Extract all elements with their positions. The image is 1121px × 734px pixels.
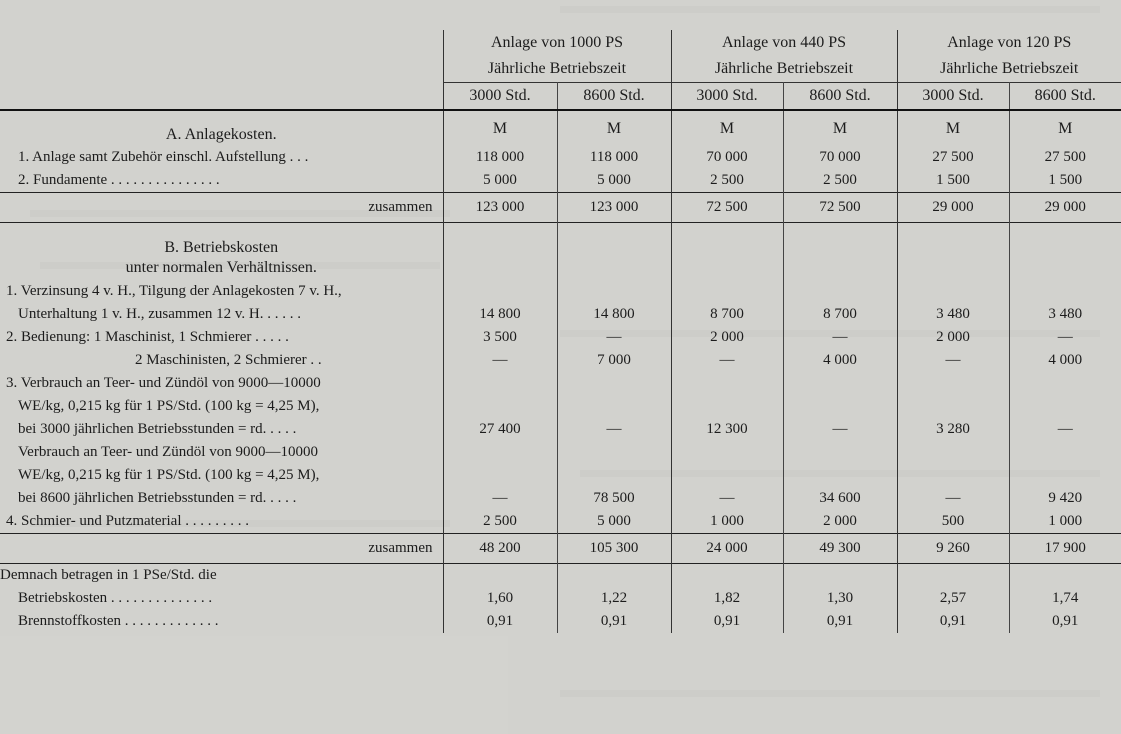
row-label: Betriebskosten . . . . . . . . . . . . . .: [0, 587, 443, 610]
group-header: Anlage von 1000 PS: [443, 30, 671, 56]
cell-value: 72 500: [783, 193, 897, 223]
row-label: Unterhaltung 1 v. H., zusammen 12 v. H. . . . . .: [0, 303, 443, 326]
table-row: [0, 441, 1121, 464]
cell-value: 1,74: [1052, 589, 1079, 606]
row-label: WE/kg, 0,215 kg für 1 PS/Std. (100 kg = 4,25 M),: [0, 464, 443, 487]
cell-value: —: [1057, 420, 1073, 437]
summary-intro: Demnach betragen in 1 PSe/Std. die: [0, 563, 443, 587]
hours-header: 8600 Std.: [557, 83, 671, 111]
cell-value: 105 300: [557, 533, 671, 563]
row-label: 2. Fundamente . . . . . . . . . . . . . . .: [0, 169, 443, 193]
group-header: Anlage von 120 PS: [947, 34, 1072, 51]
cell-value: 12 300: [671, 418, 783, 441]
cell-value: —: [443, 487, 557, 510]
section-subtitle: unter normalen Verhältnissen.: [0, 257, 443, 280]
currency-unit: M: [1009, 110, 1121, 146]
row-label: 2 Maschinisten, 2 Schmierer . .: [0, 349, 443, 372]
cell-value: 34 600: [783, 487, 897, 510]
table-row: [0, 487, 1121, 510]
cell-value: —: [1057, 328, 1073, 345]
cell-value: —: [671, 487, 783, 510]
table-row: [0, 395, 1121, 418]
table-row: [0, 326, 1121, 349]
cell-value: 1,30: [783, 587, 897, 610]
cell-value: —: [783, 418, 897, 441]
table-row: [0, 146, 1121, 169]
cell-value: 4 000: [1048, 351, 1083, 368]
row-label: WE/kg, 0,215 kg für 1 PS/Std. (100 kg = 4,25 M),: [0, 395, 443, 418]
cell-value: 9 420: [1048, 489, 1083, 506]
table-row: [0, 610, 1121, 633]
cell-value: —: [897, 349, 1009, 372]
cell-value: 9 260: [897, 533, 1009, 563]
row-label: 1. Anlage samt Zubehör einschl. Aufstellung . . .: [0, 146, 443, 169]
row-label: Verbrauch an Teer- und Zündöl von 9000—10000: [0, 441, 443, 464]
total-label: zusammen: [0, 533, 443, 563]
cell-value: 2 000: [783, 510, 897, 534]
cell-value: 29 000: [897, 193, 1009, 223]
cell-value: 3 500: [443, 326, 557, 349]
table-row: [0, 510, 1121, 534]
cell-value: 14 800: [443, 303, 557, 326]
cell-value: 5 000: [443, 169, 557, 193]
cell-value: 0,91: [671, 610, 783, 633]
subheader: Jährliche Betriebszeit: [443, 56, 671, 83]
table-row: [0, 349, 1121, 372]
row-label: bei 3000 jährlichen Betriebsstunden = rd. . . . .: [0, 418, 443, 441]
cell-value: 1,22: [557, 587, 671, 610]
section-title: B. Betriebskosten: [0, 223, 443, 257]
cell-value: 14 800: [557, 303, 671, 326]
cell-value: 27 400: [443, 418, 557, 441]
cell-value: 1 000: [1048, 512, 1083, 529]
hours-header: 8600 Std.: [783, 83, 897, 111]
cell-value: 70 000: [671, 146, 783, 169]
hours-header: 3000 Std.: [897, 83, 1009, 111]
cell-value: 29 000: [1009, 193, 1121, 223]
cell-value: 0,91: [1052, 612, 1079, 629]
table-row: [0, 418, 1121, 441]
total-label: zusammen: [0, 193, 443, 223]
cell-value: 3 480: [897, 303, 1009, 326]
cell-value: 123 000: [443, 193, 557, 223]
cell-value: 8 700: [783, 303, 897, 326]
cell-value: 5 000: [557, 510, 671, 534]
cell-value: 72 500: [671, 193, 783, 223]
section-b-subtitle-row: [0, 257, 1121, 280]
header-hours-row: [0, 83, 1121, 111]
header-group-row: [0, 30, 1121, 56]
group-header: Anlage von 440 PS: [671, 30, 897, 56]
table-row: [0, 169, 1121, 193]
summary-intro-row: [0, 563, 1121, 587]
hours-header: 3000 Std.: [671, 83, 783, 111]
cell-value: 49 300: [783, 533, 897, 563]
total-row: [0, 533, 1121, 563]
cell-value: 123 000: [557, 193, 671, 223]
cell-value: —: [557, 326, 671, 349]
table-row: [0, 587, 1121, 610]
cell-value: 24 000: [671, 533, 783, 563]
cell-value: —: [671, 349, 783, 372]
cell-value: 17 900: [1009, 533, 1121, 563]
cell-value: 3 280: [897, 418, 1009, 441]
table-row: [0, 372, 1121, 395]
cell-value: 118 000: [557, 146, 671, 169]
row-label: 4. Schmier- und Putzmaterial . . . . . . . . .: [0, 510, 443, 534]
total-row: [0, 193, 1121, 223]
cell-value: —: [443, 349, 557, 372]
section-title: A. Anlagekosten.: [0, 110, 443, 146]
row-label: bei 8600 jährlichen Betriebsstunden = rd. . . . .: [0, 487, 443, 510]
cell-value: 500: [897, 510, 1009, 534]
currency-unit: M: [783, 110, 897, 146]
row-label: Brennstoffkosten . . . . . . . . . . . . .: [0, 610, 443, 633]
section-a-title-row: [0, 110, 1121, 146]
cell-value: 2 500: [783, 169, 897, 193]
subheader: Jährliche Betriebszeit: [671, 56, 897, 83]
cell-value: 0,91: [443, 610, 557, 633]
cost-table: [0, 30, 1121, 633]
cell-value: 4 000: [783, 349, 897, 372]
table-row: [0, 464, 1121, 487]
cell-value: 27 500: [1044, 149, 1086, 165]
cell-value: —: [897, 487, 1009, 510]
cell-value: 1,82: [671, 587, 783, 610]
cell-value: 1 000: [671, 510, 783, 534]
cell-value: 1,60: [443, 587, 557, 610]
currency-unit: M: [443, 110, 557, 146]
header-sub-row: [0, 56, 1121, 83]
row-label: 1. Verzinsung 4 v. H., Tilgung der Anlagekosten 7 v. H.,: [0, 280, 443, 303]
cell-value: 27 500: [897, 146, 1009, 169]
cell-value: 2 500: [443, 510, 557, 534]
hours-header: 8600 Std.: [1009, 83, 1121, 111]
cell-value: 2 000: [897, 326, 1009, 349]
table-row: [0, 280, 1121, 303]
hours-header: 3000 Std.: [443, 83, 557, 111]
cell-value: 78 500: [557, 487, 671, 510]
table-row: [0, 303, 1121, 326]
cell-value: 2,57: [897, 587, 1009, 610]
cell-value: 0,91: [783, 610, 897, 633]
cell-value: 0,91: [897, 610, 1009, 633]
cell-value: —: [557, 418, 671, 441]
row-label: 3. Verbrauch an Teer- und Zündöl von 9000—10000: [0, 372, 443, 395]
cell-value: 7 000: [557, 349, 671, 372]
cell-value: 8 700: [671, 303, 783, 326]
currency-unit: M: [557, 110, 671, 146]
currency-unit: M: [897, 110, 1009, 146]
row-label: 2. Bedienung: 1 Maschinist, 1 Schmierer . . . . .: [0, 326, 443, 349]
cell-value: 5 000: [557, 169, 671, 193]
cell-value: 3 480: [1048, 305, 1083, 322]
cell-value: 2 000: [671, 326, 783, 349]
cell-value: 1 500: [897, 169, 1009, 193]
cell-value: 1 500: [1048, 172, 1083, 188]
cell-value: —: [783, 326, 897, 349]
subheader: Jährliche Betriebszeit: [940, 60, 1079, 77]
currency-unit: M: [671, 110, 783, 146]
cell-value: 70 000: [783, 146, 897, 169]
cell-value: 0,91: [557, 610, 671, 633]
cell-value: 48 200: [443, 533, 557, 563]
section-b-title-row: [0, 223, 1121, 257]
cell-value: 118 000: [443, 146, 557, 169]
cell-value: 2 500: [671, 169, 783, 193]
